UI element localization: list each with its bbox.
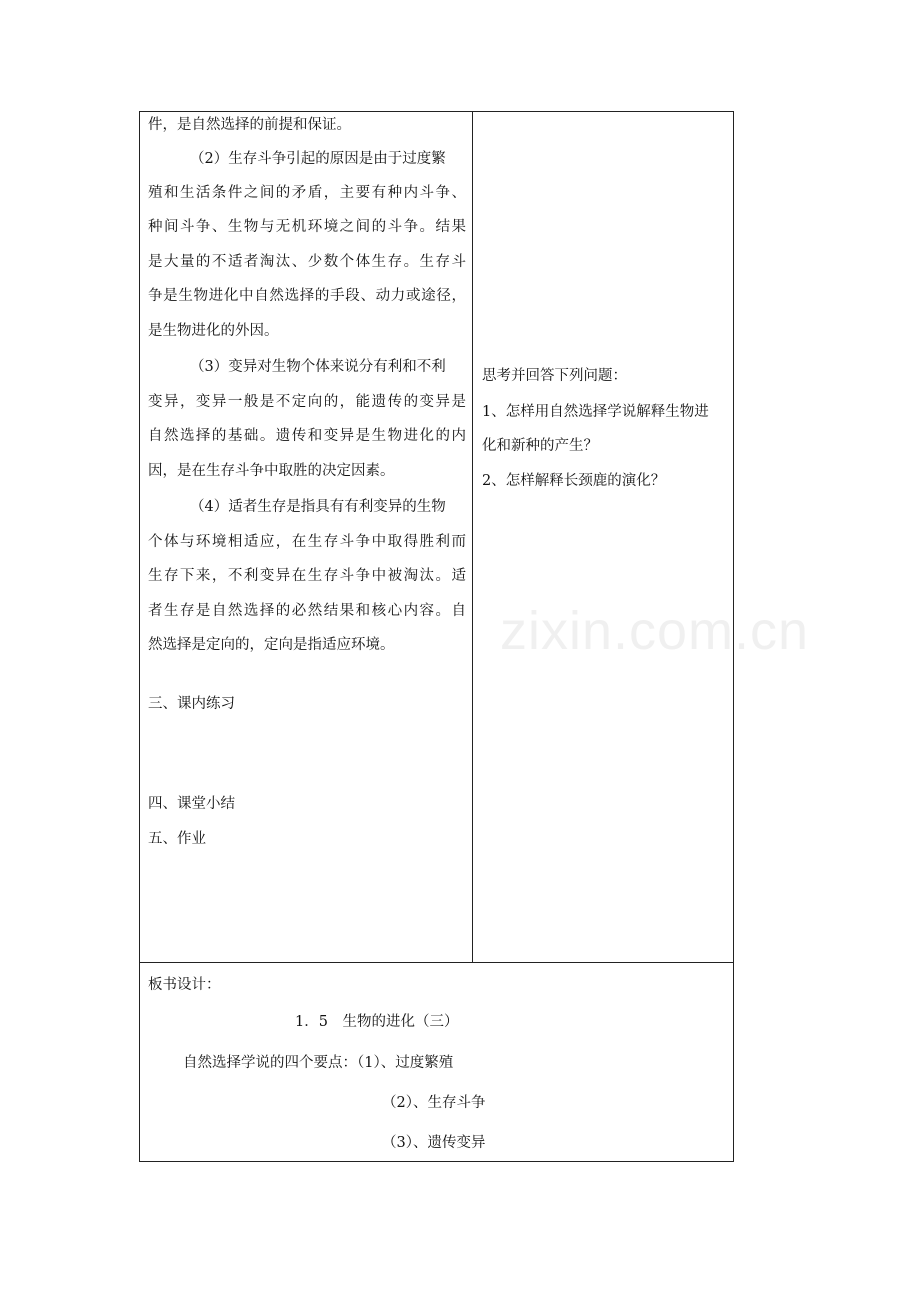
text-line: 是生物进化的外因。 (148, 323, 279, 339)
question-1-continued: 化和新种的产生？ (482, 438, 598, 454)
lesson-table (139, 111, 734, 1162)
board-point-2: （2）、生存斗争 (382, 1095, 486, 1111)
board-point-1: 自然选择学说的四个要点：（1）、过度繁殖 (183, 1055, 454, 1071)
board-label: 板书设计： (148, 977, 221, 993)
board-design-cell (140, 962, 733, 1161)
text-line: 殖和生活条件之间的矛盾，主要有种内斗争、 (148, 185, 466, 201)
text-line: （2）生存斗争引起的原因是由于过度繁 (190, 151, 446, 167)
question-prompt: 思考并回答下列问题： (482, 368, 627, 384)
text-line: 件，是自然选择的前提和保证。 (148, 117, 351, 133)
section-heading-homework: 五、作业 (148, 831, 206, 847)
text-line: （4）适者生存是指具有有利变异的生物 (190, 499, 446, 515)
section-heading-practice: 三、课内练习 (148, 696, 235, 712)
board-title: 1．5 生物的进化（三） (295, 1014, 459, 1030)
section-heading-summary: 四、课堂小结 (148, 796, 235, 812)
text-line: 争是生物进化中自然选择的手段、动力或途径， (148, 288, 466, 304)
text-line: 因，是在生存斗争中取胜的决定因素。 (148, 463, 395, 479)
content-cell (140, 112, 473, 962)
question-cell (473, 112, 733, 962)
text-line: 种间斗争、生物与无机环境之间的斗争。结果 (148, 219, 466, 235)
text-line: 生存下来，不利变异在生存斗争中被淘汰。适 (148, 568, 466, 584)
text-line: 个体与环境相适应，在生存斗争中取得胜利而 (148, 534, 466, 550)
watermark: zixin.com.cn (500, 601, 810, 661)
board-point-3: （3）、遗传变异 (382, 1135, 486, 1151)
text-line: 然选择是定向的，定向是指适应环境。 (148, 637, 395, 653)
text-line: 自然选择的基础。遗传和变异是生物进化的内 (148, 428, 466, 444)
text-line: 者生存是自然选择的必然结果和核心内容。自 (148, 603, 466, 619)
text-line: 变异，变异一般是不定向的，能遗传的变异是 (148, 394, 466, 410)
text-line: 是大量的不适者淘汰、少数个体生存。生存斗 (148, 254, 466, 270)
text-line: （3）变异对生物个体来说分有利和不利 (190, 359, 446, 375)
question-1: 1、怎样用自然选择学说解释生物进 (482, 404, 709, 420)
question-2: 2、怎样解释长颈鹿的演化？ (482, 473, 666, 489)
